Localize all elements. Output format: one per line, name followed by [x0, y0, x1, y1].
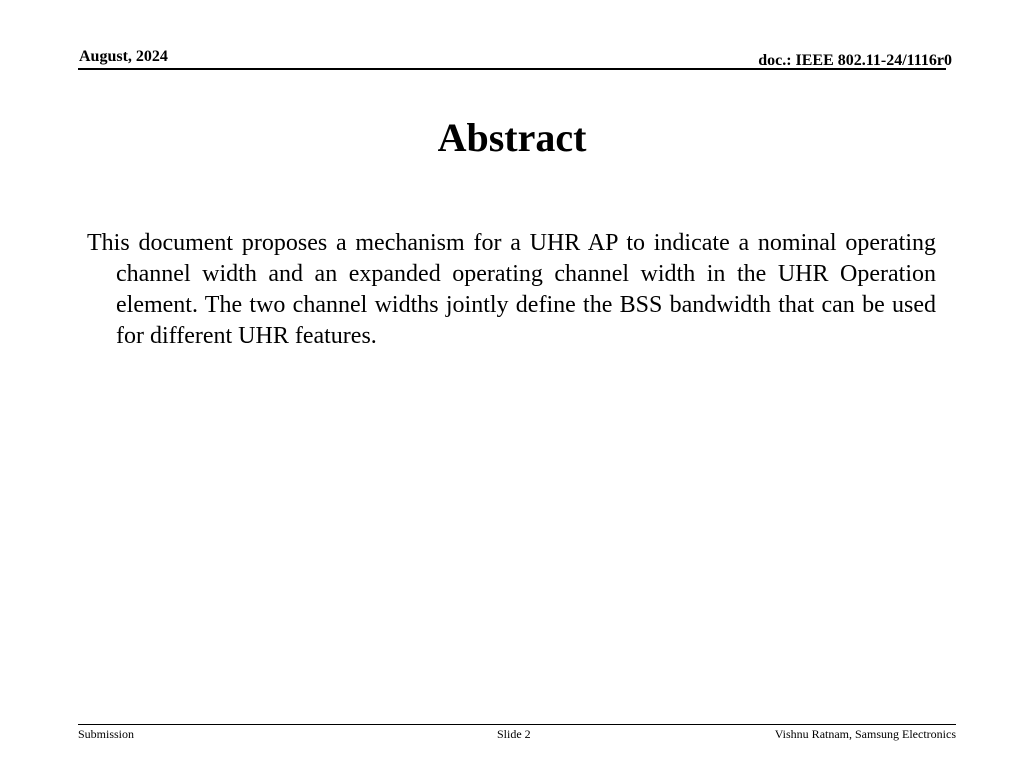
footer-slide-number: Slide 2 [497, 727, 531, 741]
footer-divider [78, 724, 956, 725]
abstract-paragraph: This document proposes a mechanism for a UHR AP to indicate a nominal operating channel width and an expanded operating channel width in the UHR Operation element. The two channel widths jointly define the BSS bandwidth that can be used for different UHR features. [87, 230, 936, 349]
header-date: August, 2024 [79, 48, 168, 65]
header-divider [78, 68, 946, 70]
footer-submission: Submission [78, 727, 135, 741]
slide-title: Abstract [437, 115, 587, 160]
footer-author: Vishnu Ratnam, Samsung Electronics [774, 727, 956, 741]
header-doc-id: doc.: IEEE 802.11-24/1116r0 [758, 52, 952, 69]
